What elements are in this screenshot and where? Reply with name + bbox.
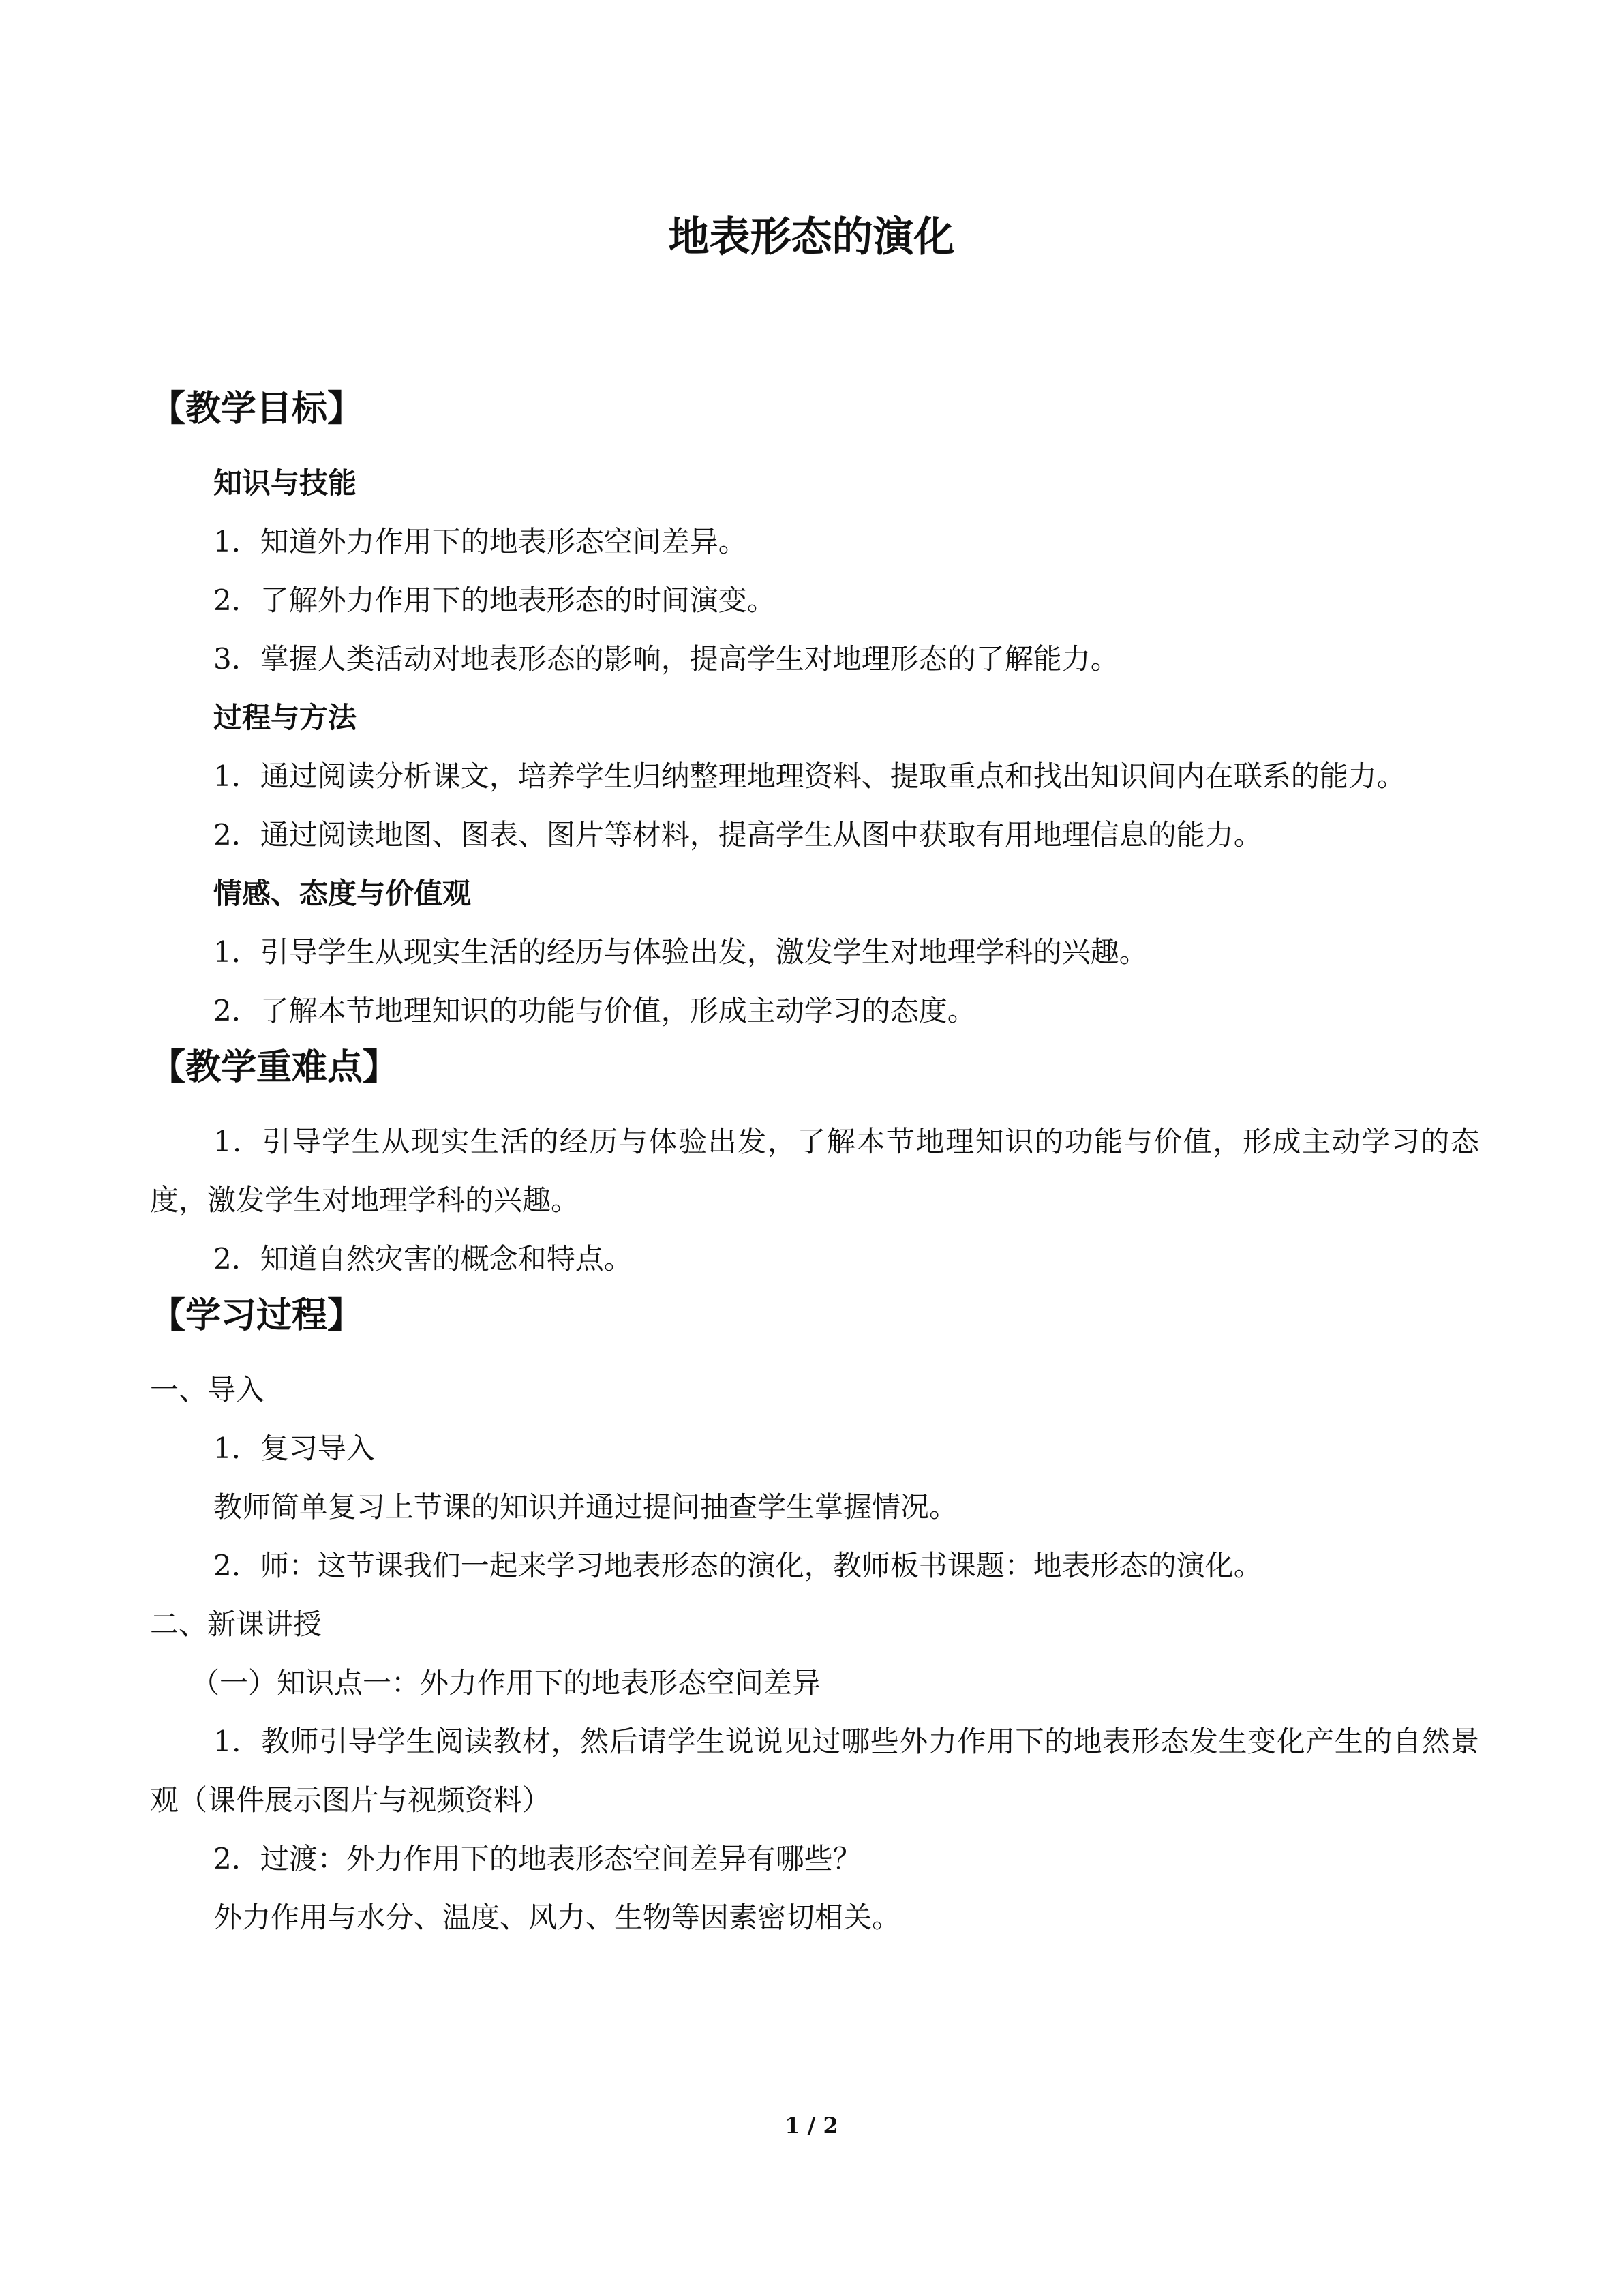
paragraph: 2．了解外力作用下的地表形态的时间演变。 — [213, 584, 776, 617]
paragraph: 外力作用与水分、温度、风力、生物等因素密切相关。 — [213, 1901, 901, 1934]
subheading-knowledge: 知识与技能 — [213, 466, 357, 500]
section-heading-objectives: 【教学目标】 — [150, 389, 363, 429]
paragraph: 2．通过阅读地图、图表、图片等材料，提高学生从图中获取有用地理信息的能力。 — [213, 818, 1262, 851]
page-number: 1 / 2 — [785, 2113, 838, 2139]
paragraph: 1．通过阅读分析课文，培养学生归纳整理地理资料、提取重点和找出知识间内在联系的能力。 — [213, 759, 1406, 793]
subheading-process: 过程与方法 — [213, 701, 357, 734]
paragraph: 1．引导学生从现实生活的经历与体验出发，了解本节地理知识的功能与价值，形成主动学习的态度，激发学生对地理学科的兴趣。 — [150, 1125, 1479, 1217]
paragraph: 1．教师引导学生阅读教材，然后请学生说说见过哪些外力作用下的地表形态发生变化产生的自然景观（课件展示图片与视频资料） — [150, 1725, 1479, 1817]
paragraph: 2．知道自然灾害的概念和特点。 — [213, 1242, 633, 1275]
section-heading-key-points: 【教学重难点】 — [150, 1047, 399, 1088]
paragraph: （一）知识点一：外力作用下的地表形态空间差异 — [191, 1666, 821, 1700]
paragraph: 1．知道外力作用下的地表形态空间差异。 — [213, 525, 747, 558]
paragraph: 2．过渡：外力作用下的地表形态空间差异有哪些？ — [213, 1842, 862, 1875]
paragraph: 教师简单复习上节课的知识并通过提问抽查学生掌握情况。 — [213, 1490, 958, 1524]
paragraph: 2．了解本节地理知识的功能与价值，形成主动学习的态度。 — [213, 994, 976, 1027]
part-heading-new-lesson: 二、新课讲授 — [150, 1607, 322, 1641]
paragraph: 2．师：这节课我们一起来学习地表形态的演化，教师板书课题：地表形态的演化。 — [213, 1549, 1262, 1582]
paragraph: 3．掌握人类活动对地表形态的影响，提高学生对地理形态的了解能力。 — [213, 642, 1119, 676]
paragraph: 1．引导学生从现实生活的经历与体验出发，激发学生对地理学科的兴趣。 — [213, 935, 1148, 969]
part-heading-intro: 一、导入 — [150, 1373, 265, 1406]
page-title: 地表形态的演化 — [668, 213, 955, 261]
section-heading-process: 【学习过程】 — [150, 1295, 363, 1336]
document-body — [150, 382, 1479, 1947]
paragraph: 1．复习导入 — [213, 1432, 375, 1465]
subheading-emotion: 情感、态度与价值观 — [213, 877, 472, 910]
